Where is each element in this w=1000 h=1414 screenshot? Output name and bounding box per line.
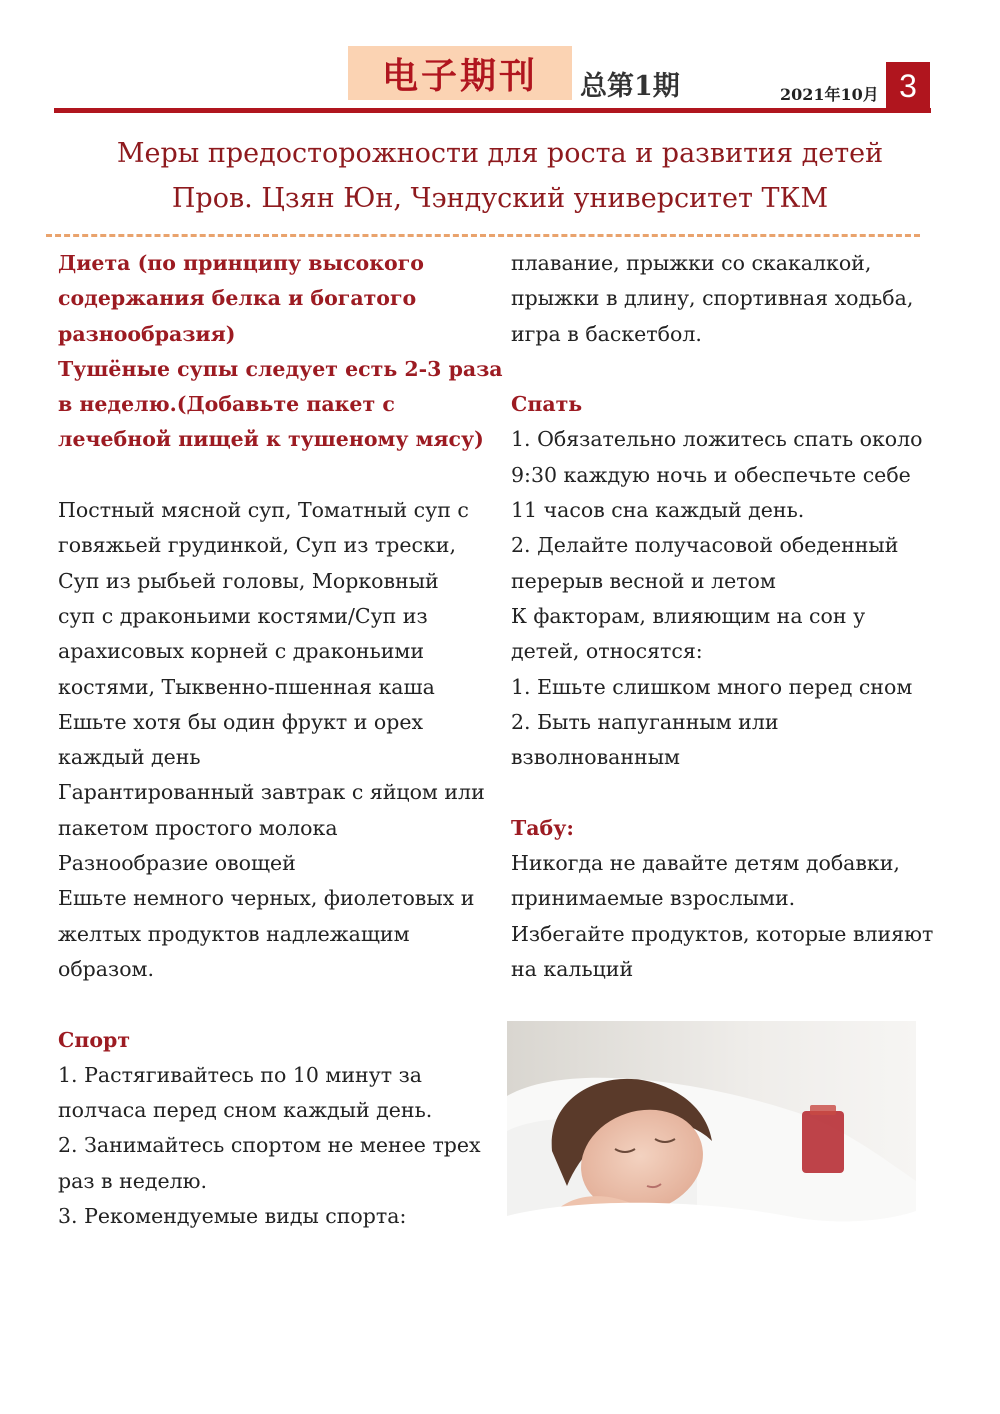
diet-body-line: Гарантированный завтрак с яйцом или bbox=[58, 780, 485, 805]
diet-body-line: суп с драконьими костями/Суп из bbox=[58, 603, 428, 628]
diet-body-line: желтых продуктов надлежащим bbox=[58, 921, 410, 946]
diet-body-line: образом. bbox=[58, 956, 155, 981]
sleep-body-line: К факторам, влияющим на сон у bbox=[511, 603, 866, 628]
sport-heading: Спорт bbox=[58, 1027, 131, 1052]
taboo-body-line: на кальций bbox=[511, 956, 634, 981]
diet-body-line: костями, Тыквенно-пшенная каша bbox=[58, 674, 435, 699]
sleep-body-line: 2. Делайте получасовой обеденный bbox=[511, 533, 899, 558]
page-number-badge: 3 bbox=[886, 62, 930, 110]
left-column bbox=[58, 246, 503, 1234]
diet-body-line: пакетом простого молока bbox=[58, 815, 338, 840]
spacer bbox=[58, 987, 498, 1022]
spacer bbox=[58, 458, 498, 493]
diet-heading-line: в неделю.(Добавьте пакет с bbox=[58, 392, 395, 417]
diet-body-line: арахисовых корней с драконьими bbox=[58, 639, 425, 664]
diet-body-line: Разнообразие овощей bbox=[58, 851, 296, 876]
sleeping-child-illustration bbox=[507, 1021, 916, 1247]
diet-body-line: говяжьей грудинкой, Суп из трески, bbox=[58, 533, 456, 558]
sport-continued-line: игра в баскетбол. bbox=[511, 321, 702, 346]
diet-heading-line: лечебной пищей к тушеному мясу) bbox=[58, 427, 484, 452]
masthead-title: 电子期刊 bbox=[348, 46, 572, 100]
sleep-body-line: 9:30 каждую ночь и обеспечьте себе bbox=[511, 462, 911, 487]
taboo-heading: Табу: bbox=[511, 815, 574, 840]
diet-body-line: Ешьте немного черных, фиолетовых и bbox=[58, 886, 475, 911]
sleep-body-line: 11 часов сна каждый день. bbox=[511, 498, 805, 523]
issue-date: 2021年10月 bbox=[780, 85, 879, 104]
diet-heading-line: Диета (по принципу высокого bbox=[58, 251, 424, 275]
sport-continued-line: плавание, прыжки со скакалкой, bbox=[511, 251, 872, 275]
diet-body-line: каждый день bbox=[58, 745, 201, 770]
article-title: Меры предосторожности для роста и развития детей bbox=[116, 138, 884, 169]
sleep-body-line: 1. Ешьте слишком много перед сном bbox=[511, 674, 913, 699]
sleep-body-line: 1. Обязательно ложитесь спать около bbox=[511, 427, 923, 452]
sport-body-line: 1. Растягивайтесь по 10 минут за bbox=[58, 1062, 423, 1087]
title-dashed-divider bbox=[46, 234, 920, 237]
sport-body-line: 3. Рекомендуемые виды спорта: bbox=[58, 1204, 407, 1229]
sport-body-line: полчаса перед сном каждый день. bbox=[58, 1098, 433, 1123]
sleep-body-line: 2. Быть напуганным или bbox=[511, 709, 779, 734]
taboo-body-line: Избегайте продуктов, которые влияют bbox=[511, 921, 934, 946]
header-divider bbox=[54, 108, 931, 113]
diet-heading-line: содержания белка и богатого bbox=[58, 286, 417, 311]
sleeping-child-photo bbox=[507, 1021, 916, 1247]
diet-heading-line: Тушёные супы следует есть 2-3 раза bbox=[58, 356, 503, 381]
issue-label: 总第1期 bbox=[580, 71, 680, 102]
diet-heading-line: разнообразия) bbox=[58, 321, 236, 346]
diet-body-line: Ешьте хотя бы один фрукт и орех bbox=[58, 709, 424, 734]
taboo-body-line: принимаемые взрослыми. bbox=[511, 886, 796, 911]
sleep-body-line: перерыв весной и летом bbox=[511, 568, 776, 593]
sleep-body-line: взволнованным bbox=[511, 745, 680, 770]
sport-body-line: 2. Занимайтесь спортом не менее трех bbox=[58, 1133, 481, 1158]
sport-continued-line: прыжки в длину, спортивная ходьба, bbox=[511, 286, 914, 311]
article-author: Пров. Цзян Юн, Чэндуский университет ТКМ bbox=[171, 183, 829, 214]
spacer bbox=[511, 775, 951, 810]
taboo-body-line: Никогда не давайте детям добавки, bbox=[511, 851, 900, 876]
diet-body-line: Постный мясной суп, Томатный суп с bbox=[58, 498, 469, 523]
sport-body-line: раз в неделю. bbox=[58, 1168, 208, 1193]
diet-body-line: Суп из рыбьей головы, Морковный bbox=[58, 568, 439, 593]
right-column bbox=[511, 246, 951, 987]
sleep-heading: Спать bbox=[511, 392, 583, 417]
sleep-body-line: детей, относятся: bbox=[511, 639, 703, 664]
spacer bbox=[511, 352, 951, 387]
